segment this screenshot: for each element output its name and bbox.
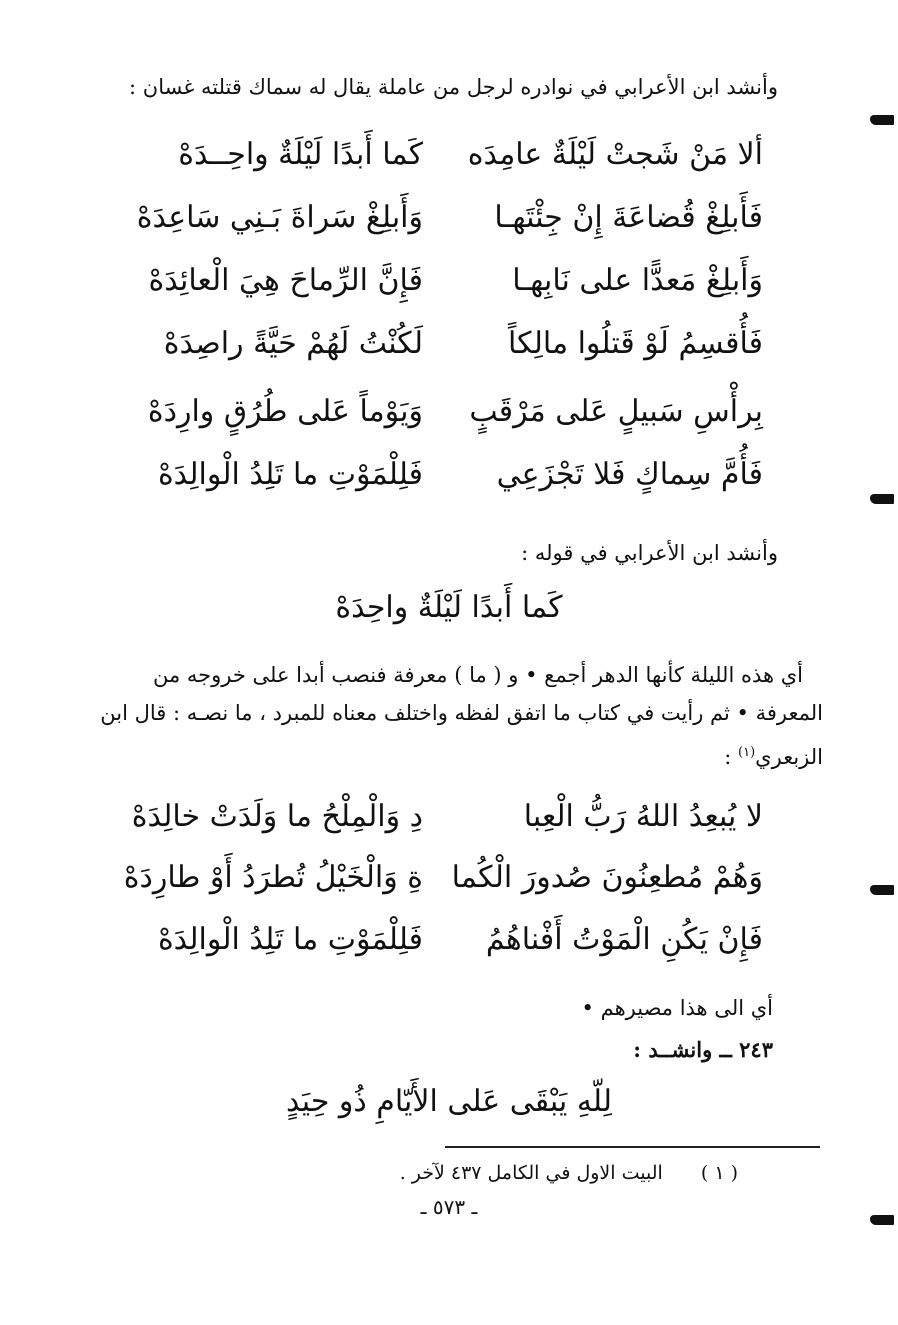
verse-first-hemistich: لا يُبعِدُ اللهُ رَبُّ الْعِبا: [523, 799, 763, 834]
verse-first-hemistich: وَأَبلِغْ مَعدًّا على نَابِهـا: [512, 263, 763, 298]
explanation-line-2: المعرفة • ثم رأيت في كتاب ما اتفق لفظه واختلف معناه للمبرد ، ما نصـه : قال ابن: [100, 701, 823, 725]
verse-row: [0, 392, 898, 436]
intro-line-2: وأنشد ابن الأعرابي في قوله :: [521, 541, 778, 565]
verse-row: [0, 261, 898, 305]
verse-first-hemistich: فَأَبلِغْ قُضاعَةَ إِنْ جِئْتَهـا: [494, 200, 763, 235]
verse-row: [0, 324, 898, 368]
intro-line: وأنشد ابن الأعرابي في نوادره لرجل من عاملة يقال له سماك قتلته غسان :: [129, 75, 778, 99]
footnote-marker: ( ١ ): [700, 1162, 738, 1184]
verse-second-hemistich: وَيَوْماً عَلى طُرُقٍ وارِدَهْ: [147, 394, 423, 429]
verse-first-hemistich: وَهُمْ مُطعِنُونَ صُدورَ الْكُما: [451, 860, 763, 895]
verse-row: [0, 135, 898, 179]
edge-mark: [870, 494, 894, 504]
verse-row: [0, 198, 898, 242]
verse-row: [0, 797, 898, 841]
verse-second-hemistich: دِ وَالْمِلْحُ ما وَلَدَتْ خالِدَهْ: [131, 799, 423, 834]
verse-second-hemistich: لَكُنْتُ لَهُمْ حَيَّةً راصِدَهْ: [163, 326, 423, 361]
verse-row: [0, 455, 898, 499]
explanation-line-1: أي هذه الليلة كأنها الدهر أجمع • و ( ما ) معرفة فنصب أبدا على خروجه من: [152, 663, 803, 687]
footnote-ref: (١): [738, 745, 756, 760]
edge-mark: [870, 115, 894, 125]
verse-second-hemistich: كَما أَبدًا لَيْلَةٌ واحِــدَهْ: [178, 137, 423, 172]
quoted-hemistich: كَما أَبدًا لَيْلَةٌ واحِدَهْ: [335, 590, 563, 625]
verse-row: [0, 858, 898, 902]
after-line: أي الى هذا مصيرهم •: [581, 996, 773, 1020]
verse-second-hemistich: فَلِلْمَوْتِ ما تَلِدُ الْوالِدَهْ: [157, 457, 423, 492]
verse-row: [0, 920, 898, 964]
edge-mark: [870, 1215, 894, 1225]
verse-first-hemistich: ألا مَنْ شَجتْ لَيْلَةٌ عامِدَه: [467, 137, 763, 172]
verse-second-hemistich: ةِ وَالْخَيْلُ تُطرَدُ أَوْ طارِدَهْ: [123, 860, 423, 895]
verse-second-hemistich: فَلِلْمَوْتِ ما تَلِدُ الْوالِدَهْ: [157, 922, 423, 957]
verse-first-hemistich: بِرأْسِ سَبيلٍ عَلى مَرْقَبٍ: [469, 394, 763, 429]
footnote: [400, 1158, 738, 1188]
verse-second-hemistich: فَإِنَّ الرِّماحَ هِيَ الْعائِدَهْ: [148, 263, 423, 298]
verse-first-hemistich: فَأُمَّ سِماكٍ فَلا تَجْزَعِي: [496, 457, 763, 492]
page-number: ـ ٥٧٣ ـ: [420, 1195, 478, 1219]
footnote-text: البيت الاول في الكامل ٤٣٧ لآخر .: [399, 1162, 663, 1184]
poet-name: الزبعري: [755, 745, 823, 769]
entry-heading: ٢٤٣ ــ وانشــد :: [633, 1037, 773, 1062]
footnote-rule: [445, 1146, 820, 1148]
final-verse: لِلّهِ يَبْقَى عَلى الأَيّامِ ذُو حِيَدٍ: [286, 1084, 612, 1119]
edge-mark: [870, 885, 894, 895]
verse-first-hemistich: فَإِنْ يَكُنِ الْمَوْتُ أَفْناهُمُ: [485, 922, 763, 957]
colon: :: [724, 745, 732, 769]
explanation-line-3: [724, 738, 823, 772]
verse-first-hemistich: فَأُقسِمُ لَوْ قَتلُوا مالِكاً: [507, 326, 763, 361]
verse-second-hemistich: وَأَبلِغْ سَراةَ بَـنِي سَاعِدَهْ: [136, 200, 423, 235]
